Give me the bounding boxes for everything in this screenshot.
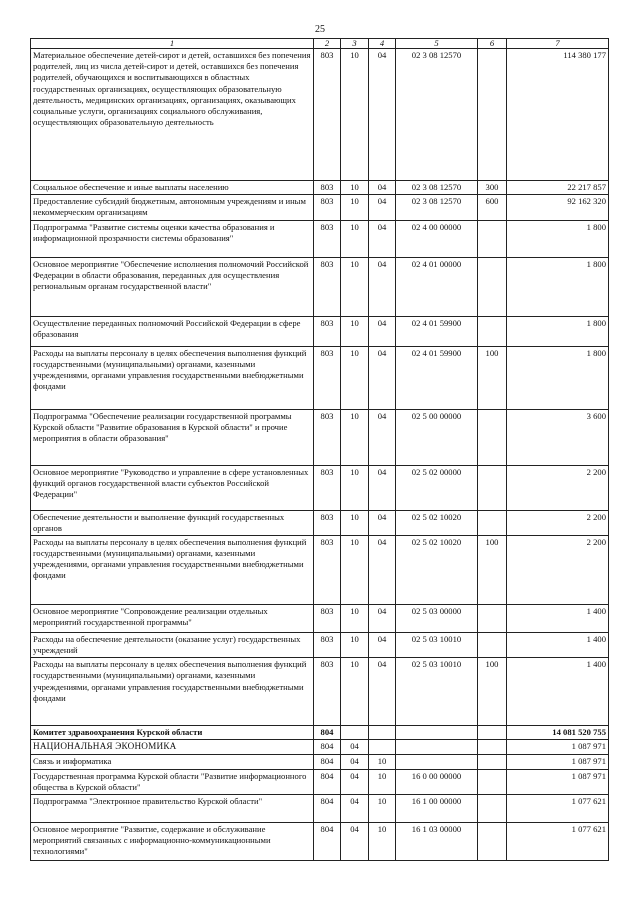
row-section: 04 — [341, 769, 369, 794]
row-subsection: 04 — [369, 220, 396, 257]
row-section: 10 — [341, 510, 369, 535]
row-subsection: 04 — [369, 632, 396, 657]
row-subsection: 04 — [369, 257, 396, 316]
row-subsection: 10 — [369, 822, 396, 860]
row-subsection: 04 — [369, 346, 396, 409]
row-subsection: 04 — [369, 604, 396, 632]
table-row — [31, 794, 609, 822]
row-target: 16 1 00 00000 — [396, 794, 478, 822]
row-section: 04 — [341, 755, 369, 769]
row-amount: 1 087 971 — [507, 755, 609, 769]
row-target — [396, 755, 478, 769]
row-section: 04 — [341, 794, 369, 822]
row-name: Материальное обеспечение детей-сирот и детей, оставшихся без попечения родителей, лиц из числа детей-сирот и детей, оставшихся без попечения родителей, обучающихся и воспитывающихся в областных государственных организациях, осуществляющих образовательную деятельность, медицинских организациях, организациях, оказывающих социальные услуги, организациях социального обслуживания, осуществляющих образовательную деятельность — [31, 49, 314, 181]
row-ministry: 804 — [314, 769, 341, 794]
row-subsection: 04 — [369, 510, 396, 535]
row-amount: 2 200 — [507, 535, 609, 604]
row-expense: 600 — [478, 195, 507, 220]
table-row — [31, 195, 609, 220]
table-row — [31, 658, 609, 726]
row-name: Основное мероприятие "Развитие, содержание и обслуживание мероприятий связанных с информационно-коммуникационными технологиями" — [31, 822, 314, 860]
row-ministry: 803 — [314, 181, 341, 195]
row-target: 16 0 00 00000 — [396, 769, 478, 794]
row-amount: 1 800 — [507, 220, 609, 257]
row-name: Расходы на выплаты персоналу в целях обеспечения выполнения функций государственными (муниципальными) органами, казенными учреждениями, органами управления государственными внебюджетными фондами — [31, 346, 314, 409]
row-name: Расходы на выплаты персоналу в целях обеспечения выполнения функций государственными (муниципальными) органами, казенными учреждениями, органами управления государственными внебюджетными фондами — [31, 535, 314, 604]
budget-table — [30, 38, 609, 861]
row-subsection: 04 — [369, 535, 396, 604]
row-ministry: 803 — [314, 510, 341, 535]
row-amount: 1 800 — [507, 316, 609, 346]
table-row — [31, 604, 609, 632]
table-row — [31, 346, 609, 409]
row-expense — [478, 316, 507, 346]
row-section: 10 — [341, 658, 369, 726]
row-expense — [478, 257, 507, 316]
row-expense: 100 — [478, 658, 507, 726]
row-expense — [478, 49, 507, 181]
row-target: 02 5 02 10020 — [396, 510, 478, 535]
row-section: 10 — [341, 465, 369, 510]
page-number: 25 — [315, 24, 325, 35]
row-subsection: 04 — [369, 181, 396, 195]
row-name: Предоставление субсидий бюджетным, автономным учреждениям и иным некоммерческим организациям — [31, 195, 314, 220]
row-expense — [478, 740, 507, 755]
row-name: Подпрограмма "Развитие системы оценки качества образования и информационной прозрачности системы образования" — [31, 220, 314, 257]
row-amount: 2 200 — [507, 510, 609, 535]
table-row — [31, 257, 609, 316]
row-subsection: 10 — [369, 755, 396, 769]
row-subsection: 04 — [369, 658, 396, 726]
row-amount: 92 162 320 — [507, 195, 609, 220]
row-section: 10 — [341, 195, 369, 220]
row-section: 04 — [341, 822, 369, 860]
row-amount: 1 400 — [507, 658, 609, 726]
row-target: 02 3 08 12570 — [396, 195, 478, 220]
table-row — [31, 740, 609, 755]
row-subsection: 04 — [369, 316, 396, 346]
row-expense: 100 — [478, 535, 507, 604]
row-section: 10 — [341, 535, 369, 604]
row-name: Осуществление переданных полномочий Российской Федерации в сфере образования — [31, 316, 314, 346]
table-row — [31, 535, 609, 604]
table-row — [31, 181, 609, 195]
table-row — [31, 726, 609, 740]
row-name: Обеспечение деятельности и выполнение функций государственных органов — [31, 510, 314, 535]
row-ministry: 803 — [314, 220, 341, 257]
row-ministry: 803 — [314, 346, 341, 409]
col-header-ministry: 2 — [314, 39, 341, 49]
row-subsection: 04 — [369, 49, 396, 181]
row-ministry: 803 — [314, 632, 341, 657]
row-section: 10 — [341, 257, 369, 316]
row-amount: 1 087 971 — [507, 740, 609, 755]
row-ministry: 803 — [314, 409, 341, 465]
row-name: Основное мероприятие "Сопровождение реализации отдельных мероприятий государственной программы" — [31, 604, 314, 632]
row-target: 02 3 08 12570 — [396, 181, 478, 195]
row-subsection — [369, 740, 396, 755]
row-ministry: 804 — [314, 726, 341, 740]
row-name: Расходы на выплаты персоналу в целях обеспечения выполнения функций государственными (муниципальными) органами, казенными учреждениями, органами управления государственными внебюджетными фондами — [31, 658, 314, 726]
row-target: 02 3 08 12570 — [396, 49, 478, 181]
table-row — [31, 510, 609, 535]
table-row — [31, 316, 609, 346]
row-ministry: 803 — [314, 465, 341, 510]
row-amount: 2 200 — [507, 465, 609, 510]
row-subsection: 10 — [369, 769, 396, 794]
row-amount: 22 217 857 — [507, 181, 609, 195]
col-header-subsection: 4 — [369, 39, 396, 49]
row-target: 02 5 03 10010 — [396, 632, 478, 657]
row-expense: 300 — [478, 181, 507, 195]
row-target: 02 4 01 59900 — [396, 346, 478, 409]
table-row — [31, 632, 609, 657]
row-ministry: 803 — [314, 195, 341, 220]
row-ministry: 804 — [314, 755, 341, 769]
col-header-amount: 7 — [507, 39, 609, 49]
row-subsection: 04 — [369, 195, 396, 220]
row-name: Расходы на обеспечение деятельности (оказание услуг) государственных учреждений — [31, 632, 314, 657]
row-ministry: 803 — [314, 316, 341, 346]
row-target: 02 4 00 00000 — [396, 220, 478, 257]
row-ministry: 803 — [314, 49, 341, 181]
row-section: 10 — [341, 49, 369, 181]
row-expense — [478, 409, 507, 465]
table-row — [31, 409, 609, 465]
row-expense — [478, 822, 507, 860]
row-amount: 1 800 — [507, 346, 609, 409]
row-amount: 114 380 177 — [507, 49, 609, 181]
row-section: 10 — [341, 346, 369, 409]
col-header-section: 3 — [341, 39, 369, 49]
row-section: 10 — [341, 632, 369, 657]
row-section: 04 — [341, 740, 369, 755]
row-target: 02 5 03 00000 — [396, 604, 478, 632]
row-name: Основное мероприятие "Обеспечение исполнения полномочий Российской Федерации в области образования, переданных для осуществления региональным органам государственной власти" — [31, 257, 314, 316]
row-section — [341, 726, 369, 740]
row-name: Связь и информатика — [31, 755, 314, 769]
row-expense: 100 — [478, 346, 507, 409]
row-ministry: 803 — [314, 604, 341, 632]
row-amount: 3 600 — [507, 409, 609, 465]
row-name: Основное мероприятие "Руководство и управление в сфере установленных функций органов государственной власти субъектов Российской Федерации" — [31, 465, 314, 510]
row-amount: 1 087 971 — [507, 769, 609, 794]
row-name: Подпрограмма "Электронное правительство Курской области" — [31, 794, 314, 822]
row-expense — [478, 465, 507, 510]
row-target — [396, 726, 478, 740]
row-amount: 1 400 — [507, 632, 609, 657]
row-expense — [478, 755, 507, 769]
row-ministry: 803 — [314, 257, 341, 316]
row-expense — [478, 769, 507, 794]
table-row — [31, 822, 609, 860]
row-target: 02 5 03 10010 — [396, 658, 478, 726]
row-ministry: 803 — [314, 658, 341, 726]
row-subsection: 04 — [369, 465, 396, 510]
row-expense — [478, 604, 507, 632]
row-target: 16 1 03 00000 — [396, 822, 478, 860]
row-section: 10 — [341, 409, 369, 465]
row-target: 02 4 01 59900 — [396, 316, 478, 346]
row-subsection: 10 — [369, 794, 396, 822]
row-subsection — [369, 726, 396, 740]
table-row — [31, 220, 609, 257]
table-row — [31, 755, 609, 769]
row-expense — [478, 510, 507, 535]
row-section: 10 — [341, 181, 369, 195]
row-target: 02 5 02 10020 — [396, 535, 478, 604]
row-amount: 1 400 — [507, 604, 609, 632]
row-ministry: 804 — [314, 740, 341, 755]
row-section: 10 — [341, 316, 369, 346]
row-expense — [478, 220, 507, 257]
row-name: Комитет здравоохранения Курской области — [31, 726, 314, 740]
col-header-target: 5 — [396, 39, 478, 49]
col-header-name: 1 — [31, 39, 314, 49]
row-subsection: 04 — [369, 409, 396, 465]
row-name: Подпрограмма "Обеспечение реализации государственной программы Курской области "Развитие образования в Курской области" и прочие мероприятия в области образования" — [31, 409, 314, 465]
row-section: 10 — [341, 220, 369, 257]
table-row — [31, 769, 609, 794]
row-amount: 1 800 — [507, 257, 609, 316]
row-amount: 1 077 621 — [507, 822, 609, 860]
row-target: 02 5 00 00000 — [396, 409, 478, 465]
header-row — [31, 39, 609, 49]
row-expense — [478, 632, 507, 657]
table-row — [31, 465, 609, 510]
row-ministry: 803 — [314, 535, 341, 604]
row-amount: 1 077 621 — [507, 794, 609, 822]
table-row — [31, 49, 609, 181]
row-section: 10 — [341, 604, 369, 632]
row-ministry: 804 — [314, 822, 341, 860]
row-expense — [478, 726, 507, 740]
row-target: 02 4 01 00000 — [396, 257, 478, 316]
row-expense — [478, 794, 507, 822]
row-ministry: 804 — [314, 794, 341, 822]
row-name: Социальное обеспечение и иные выплаты населению — [31, 181, 314, 195]
col-header-expense: 6 — [478, 39, 507, 49]
row-name: Государственная программа Курской области "Развитие информационного общества в Курской области" — [31, 769, 314, 794]
row-target: 02 5 02 00000 — [396, 465, 478, 510]
row-target — [396, 740, 478, 755]
row-name: НАЦИОНАЛЬНАЯ ЭКОНОМИКА — [31, 740, 314, 755]
row-amount: 14 081 520 755 — [507, 726, 609, 740]
